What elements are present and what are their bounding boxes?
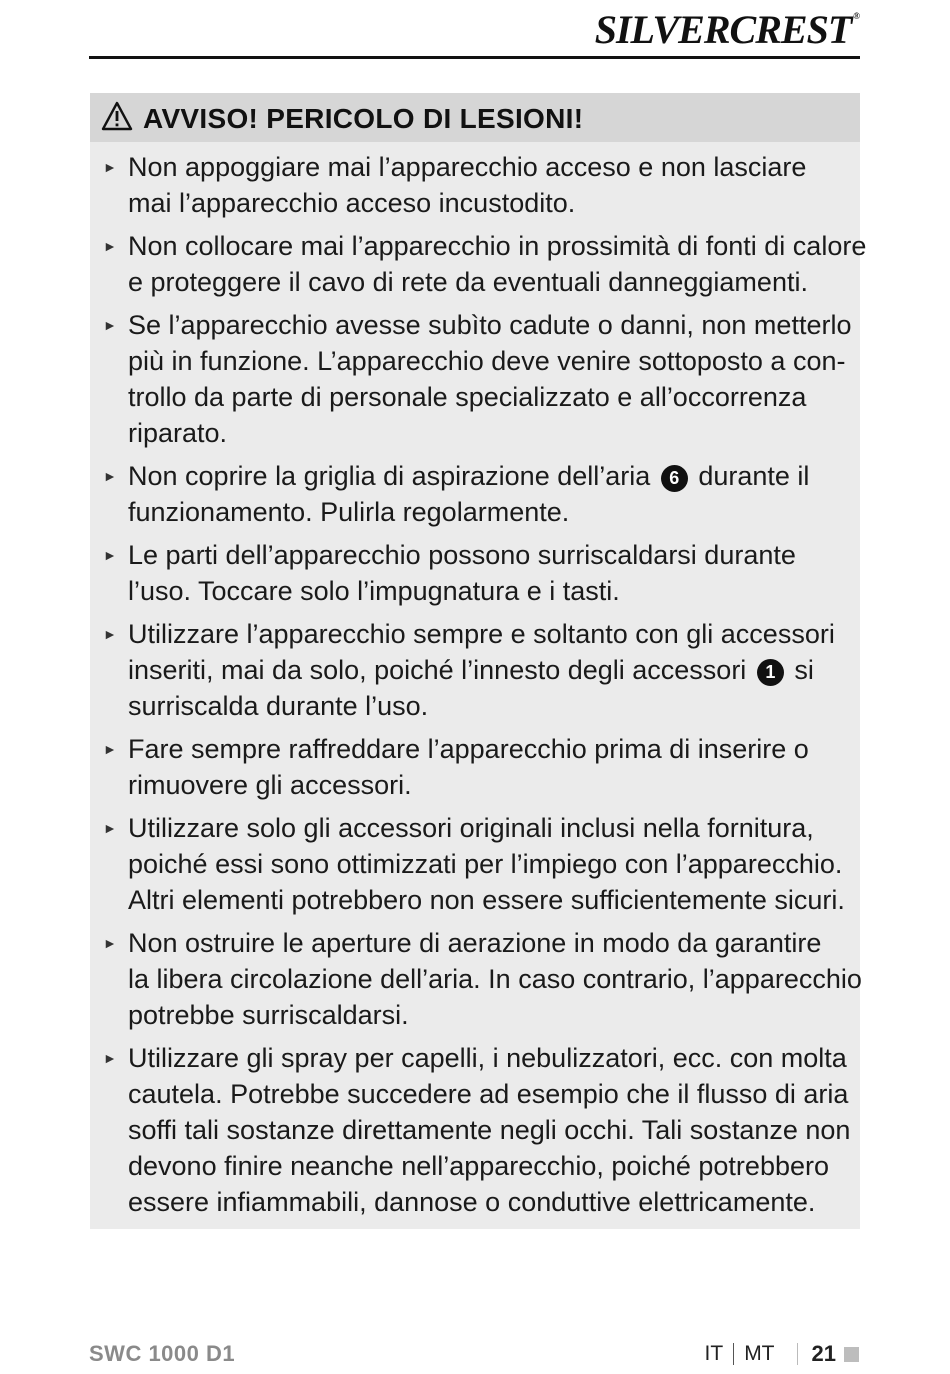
header-divider (89, 56, 860, 59)
text-line (128, 1184, 852, 1220)
text-line (128, 264, 852, 300)
part-number-badge: 6 (661, 465, 688, 492)
text-line (128, 652, 852, 688)
warning-item-text (128, 307, 852, 451)
brand-name: SILVERCREST (594, 7, 852, 52)
text-line (128, 458, 852, 494)
page-divider (797, 1343, 798, 1365)
model-number: SWC 1000 D1 (89, 1341, 236, 1366)
warning-item-text (128, 1040, 852, 1220)
text-line (128, 494, 852, 530)
bullet-arrow-icon: ► (103, 626, 117, 642)
text-after-badge: durante il (698, 461, 810, 491)
text-line-content: Non collocare mai l’apparecchio in prossimità di fonti di calore (128, 231, 867, 261)
bullet-arrow-icon: ► (103, 317, 117, 333)
text-line (128, 846, 852, 882)
bullet-arrow-icon: ► (103, 159, 117, 175)
page-footer (705, 1341, 859, 1367)
text-line (128, 616, 852, 652)
text-line (128, 1076, 852, 1112)
text-line (128, 228, 867, 264)
text-line-content: Se l’apparecchio avesse subìto cadute o danni, non metterlo (128, 310, 852, 340)
warning-item-text (128, 731, 852, 803)
text-line (128, 1112, 852, 1148)
text-after-badge: si (794, 655, 814, 685)
text-line-content: rimuovere gli accessori. (128, 770, 412, 800)
warning-header (90, 93, 860, 142)
text-line-content: poiché essi sono ottimizzati per l’impiego con l’apparecchio. (128, 849, 843, 879)
text-line (128, 1148, 852, 1184)
warning-title: AVVISO! PERICOLO DI LESIONI! (143, 102, 584, 134)
language-it: IT (704, 1342, 724, 1365)
text-line (128, 731, 852, 767)
text-line-content: Le parti dell’apparecchio possono surriscaldarsi durante (128, 540, 796, 570)
text-line-content: trollo da parte di personale specializzato e all’occorrenza (128, 382, 807, 412)
text-line-content: essere infiammabili, dannose o conduttive elettricamente. (128, 1187, 816, 1217)
bullet-arrow-icon: ► (103, 1050, 117, 1066)
bullet-arrow-icon: ► (103, 820, 117, 836)
text-line (128, 882, 852, 918)
text-line-content: Utilizzare solo gli accessori originali inclusi nella fornitura, (128, 813, 814, 843)
text-line-content: cautela. Potrebbe succedere ad esempio che il flusso di aria (128, 1079, 849, 1109)
text-line-content: inseriti, mai da solo, poiché l’innesto degli accessori (128, 655, 747, 685)
text-line-content: più in funzione. L’apparecchio deve venire sottoposto a con- (128, 346, 846, 376)
text-line-content: Utilizzare gli spray per capelli, i nebulizzatori, ecc. con molta (128, 1043, 847, 1073)
text-line (128, 537, 852, 573)
warning-box (90, 93, 867, 1229)
text-line (128, 1040, 852, 1076)
text-line (128, 767, 852, 803)
bullet-arrow-icon: ► (103, 238, 117, 254)
bullet-arrow-icon: ► (103, 741, 117, 757)
text-line (128, 379, 852, 415)
text-line-content: devono finire neanche nell’apparecchio, poiché potrebbero (128, 1151, 829, 1181)
text-line-content: Utilizzare l’apparecchio sempre e soltanto con gli accessori (128, 619, 835, 649)
text-line (128, 185, 852, 221)
text-line-content: riparato. (128, 418, 228, 448)
text-line (128, 573, 852, 609)
text-line (128, 343, 852, 379)
bullet-arrow-icon: ► (103, 935, 117, 951)
language-mt: MT (744, 1342, 775, 1365)
text-line (128, 925, 852, 961)
text-line-content: surriscalda durante l’uso. (128, 691, 429, 721)
text-line (128, 149, 852, 185)
warning-item-text (128, 458, 852, 530)
page-number: 21 (811, 1341, 836, 1366)
text-line-content: potrebbe surriscaldarsi. (128, 1000, 409, 1030)
page-marker (844, 1347, 859, 1362)
text-line-content: la libera circolazione dell’aria. In caso contrario, l’apparecchio (128, 964, 862, 994)
text-line-content: Altri elementi potrebbero non essere sufficientemente sicuri. (128, 885, 845, 915)
text-line-content: Non coprire la griglia di aspirazione dell’aria (128, 461, 651, 491)
brand-logo (595, 6, 859, 53)
warning-item-text (128, 537, 852, 609)
text-line-content: Non appoggiare mai l’apparecchio acceso e non lasciare (128, 152, 807, 182)
text-line-content: mai l’apparecchio acceso incustodito. (128, 188, 576, 218)
text-line-content: funzionamento. Pulirla regolarmente. (128, 497, 570, 527)
bullet-arrow-icon: ► (103, 468, 117, 484)
part-number-badge: 1 (757, 659, 784, 686)
bullet-arrow-icon: ► (103, 547, 117, 563)
warning-item-text (128, 149, 852, 221)
registered-mark: ® (853, 11, 859, 21)
text-line-content: e proteggere il cavo di rete da eventuali danneggiamenti. (128, 267, 808, 297)
text-line (128, 415, 852, 451)
language-divider (733, 1343, 734, 1365)
text-line-content: soffi tali sostanze direttamente negli occhi. Tali sostanze non (128, 1115, 851, 1145)
text-line (128, 997, 852, 1033)
text-line (128, 810, 852, 846)
text-line-content: l’uso. Toccare solo l’impugnatura e i tasti. (128, 576, 620, 606)
warning-item-text (128, 925, 862, 1033)
text-line (128, 961, 862, 997)
text-line (128, 307, 852, 343)
warning-triangle-icon (101, 101, 133, 131)
warning-item-text (128, 228, 867, 300)
text-line-content: Non ostruire le aperture di aerazione in modo da garantire (128, 928, 822, 958)
warning-item-text (128, 810, 852, 918)
text-line-content: Fare sempre raffreddare l’apparecchio prima di inserire o (128, 734, 809, 764)
text-line (128, 688, 852, 724)
warning-item-text (128, 616, 852, 724)
